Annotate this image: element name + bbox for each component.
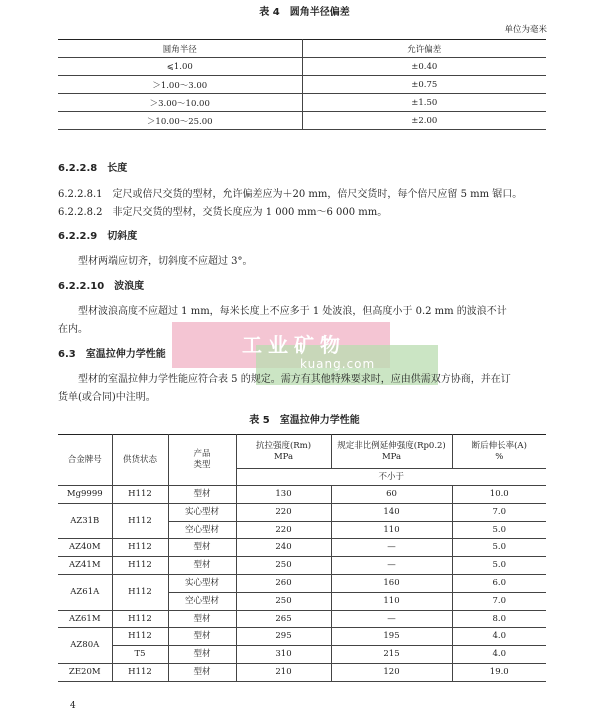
table5-yield: 120 xyxy=(331,663,452,681)
section-6-2-2-10-body-line1: 型材波浪高度不应超过 1 mm，每米长度上不应多于 1 处波浪，但高度小于 0.2 mm 的波浪不计 xyxy=(78,306,507,317)
table5-elongation: 19.0 xyxy=(452,663,546,681)
table5-tensile: 265 xyxy=(236,610,331,628)
table4-header-radius: 圆角半径 xyxy=(58,40,302,58)
table5-temper: H112 xyxy=(112,486,168,504)
table5-product: 型材 xyxy=(168,663,236,681)
table-row xyxy=(58,503,546,521)
section-6-2-2-8-heading: 6.2.2.8 长度 xyxy=(58,163,128,174)
table5-yield: — xyxy=(331,610,452,628)
table-row xyxy=(58,574,546,592)
section-6-3-body-line2: 货单(或合同)中注明。 xyxy=(58,392,156,403)
table5-yield: 110 xyxy=(331,592,452,610)
table5-yield: 215 xyxy=(331,646,452,664)
table5-product: 型材 xyxy=(168,610,236,628)
table5-alloy: AZ61A xyxy=(58,574,112,610)
table5-temper: H112 xyxy=(112,539,168,557)
table5-temper: H112 xyxy=(112,574,168,610)
table5-product: 空心型材 xyxy=(168,592,236,610)
section-6-2-2-9-heading: 6.2.2.9 切斜度 xyxy=(58,231,138,242)
table5-temper: H112 xyxy=(112,610,168,628)
table4-title: 表 4 圆角半径偏差 xyxy=(259,7,350,18)
table-row xyxy=(58,557,546,575)
table5 xyxy=(58,434,546,682)
section-6-2-2-9-body: 型材两端应切齐，切斜度不应超过 3°。 xyxy=(78,256,253,267)
section-6-2-2-10-body-line2: 在内。 xyxy=(58,324,88,335)
table5-elongation: 5.0 xyxy=(452,539,546,557)
table4-unit: 单位为毫米 xyxy=(504,25,547,35)
table5-temper: H112 xyxy=(112,628,168,646)
table5-elongation: 10.0 xyxy=(452,486,546,504)
table5-tensile: 220 xyxy=(236,521,331,539)
table4-cell: ＞1.00～3.00 xyxy=(58,76,302,94)
table5-elongation: 7.0 xyxy=(452,503,546,521)
table5-product: 型材 xyxy=(168,539,236,557)
table5-product: 实心型材 xyxy=(168,503,236,521)
table5-elongation: 8.0 xyxy=(452,610,546,628)
table5-tensile: 240 xyxy=(236,539,331,557)
section-6-2-2-8-1: 6.2.2.8.1 定尺或倍尺交货的型材，允许偏差应为＋20 mm，倍尺交货时，每个倍尺应留 5 mm 锯口。 xyxy=(58,189,523,200)
table5-alloy: AZ31B xyxy=(58,503,112,539)
table5-header-temper: 供货状态 xyxy=(112,435,168,486)
table5-tensile: 260 xyxy=(236,574,331,592)
table5-header-tensile-line1: 抗拉强度(Rm) xyxy=(255,440,312,451)
table4-cell: ±2.00 xyxy=(302,112,546,130)
table5-product: 型材 xyxy=(168,557,236,575)
table5-header-yield xyxy=(331,435,452,469)
table5-yield: 110 xyxy=(331,521,452,539)
watermark-url: kuang.com xyxy=(300,357,376,371)
table5-tensile: 130 xyxy=(236,486,331,504)
table4-cell: ±1.50 xyxy=(302,94,546,112)
table5-tensile: 295 xyxy=(236,628,331,646)
table5-header-alloy: 合金牌号 xyxy=(58,435,112,486)
table5-temper: H112 xyxy=(112,557,168,575)
table5-title: 表 5 室温拉伸力学性能 xyxy=(249,415,360,426)
table5-header-elongation-line1: 断后伸长率(A) xyxy=(471,440,527,451)
table5-temper: T5 xyxy=(112,646,168,664)
table5-yield: 140 xyxy=(331,503,452,521)
table5-header-elongation xyxy=(452,435,546,469)
table5-tensile: 220 xyxy=(236,503,331,521)
table4-cell: ±0.75 xyxy=(302,76,546,94)
table5-temper: H112 xyxy=(112,663,168,681)
table5-elongation: 4.0 xyxy=(452,628,546,646)
section-6-2-2-10-heading: 6.2.2.10 波浪度 xyxy=(58,281,145,292)
table4-cell: ⩽1.00 xyxy=(58,58,302,76)
table5-header-min-note: 不小于 xyxy=(236,469,546,486)
table5-alloy: Mg9999 xyxy=(58,486,112,504)
table-row xyxy=(58,663,546,681)
table4-header-tolerance: 允许偏差 xyxy=(302,40,546,58)
table4 xyxy=(58,39,546,130)
table-row xyxy=(58,610,546,628)
section-6-3-body-line1: 型材的室温拉伸力学性能应符合表 5 的规定。需方有其他特殊要求时，应由供需双方协商，并在订 xyxy=(78,374,511,385)
table5-product: 空心型材 xyxy=(168,521,236,539)
table5-temper: H112 xyxy=(112,503,168,539)
table5-elongation: 6.0 xyxy=(452,574,546,592)
table5-elongation: 5.0 xyxy=(452,557,546,575)
table5-product: 实心型材 xyxy=(168,574,236,592)
table-row xyxy=(58,58,546,76)
table-row xyxy=(58,628,546,646)
table5-header-product-line1: 产品 xyxy=(193,449,211,460)
table4-cell: ±0.40 xyxy=(302,58,546,76)
table5-product: 型材 xyxy=(168,486,236,504)
table-row xyxy=(58,76,546,94)
page-number: 4 xyxy=(70,701,76,711)
table5-product: 型材 xyxy=(168,646,236,664)
table5-yield: 60 xyxy=(331,486,452,504)
section-6-2-2-8-2: 6.2.2.8.2 非定尺交货的型材，交货长度应为 1 000 mm～6 000 mm。 xyxy=(58,207,388,218)
table-row xyxy=(58,112,546,130)
table5-alloy: AZ61M xyxy=(58,610,112,628)
table5-product: 型材 xyxy=(168,628,236,646)
table5-yield: 160 xyxy=(331,574,452,592)
table5-tensile: 310 xyxy=(236,646,331,664)
table-row xyxy=(58,94,546,112)
table4-cell: ＞3.00～10.00 xyxy=(58,94,302,112)
table4-cell: ＞10.00～25.00 xyxy=(58,112,302,130)
table5-header-tensile xyxy=(236,435,331,469)
table5-header-product xyxy=(168,435,236,486)
table5-tensile: 250 xyxy=(236,557,331,575)
table5-elongation: 7.0 xyxy=(452,592,546,610)
table5-tensile: 210 xyxy=(236,663,331,681)
table5-yield: 195 xyxy=(331,628,452,646)
table5-tensile: 250 xyxy=(236,592,331,610)
table5-elongation: 5.0 xyxy=(452,521,546,539)
table5-yield: — xyxy=(331,539,452,557)
table-row xyxy=(58,539,546,557)
table5-alloy: AZ41M xyxy=(58,557,112,575)
table5-alloy: AZ40M xyxy=(58,539,112,557)
table5-header-yield-line2: MPa xyxy=(381,451,402,462)
section-6-3-heading: 6.3 室温拉伸力学性能 xyxy=(58,349,166,360)
watermark-text: 工业矿物 xyxy=(242,333,346,357)
table-row xyxy=(58,646,546,664)
table-row xyxy=(58,486,546,504)
table5-alloy: ZE20M xyxy=(58,663,112,681)
table5-header-tensile-line2: MPa xyxy=(273,451,294,462)
table5-header-yield-line1: 规定非比例延伸强度(Rp0.2) xyxy=(337,440,446,451)
table5-alloy: AZ80A xyxy=(58,628,112,664)
table5-elongation: 4.0 xyxy=(452,646,546,664)
table5-header-product-line2: 类型 xyxy=(193,460,211,470)
table5-header-elongation-line2: % xyxy=(495,451,504,462)
table5-yield: — xyxy=(331,557,452,575)
